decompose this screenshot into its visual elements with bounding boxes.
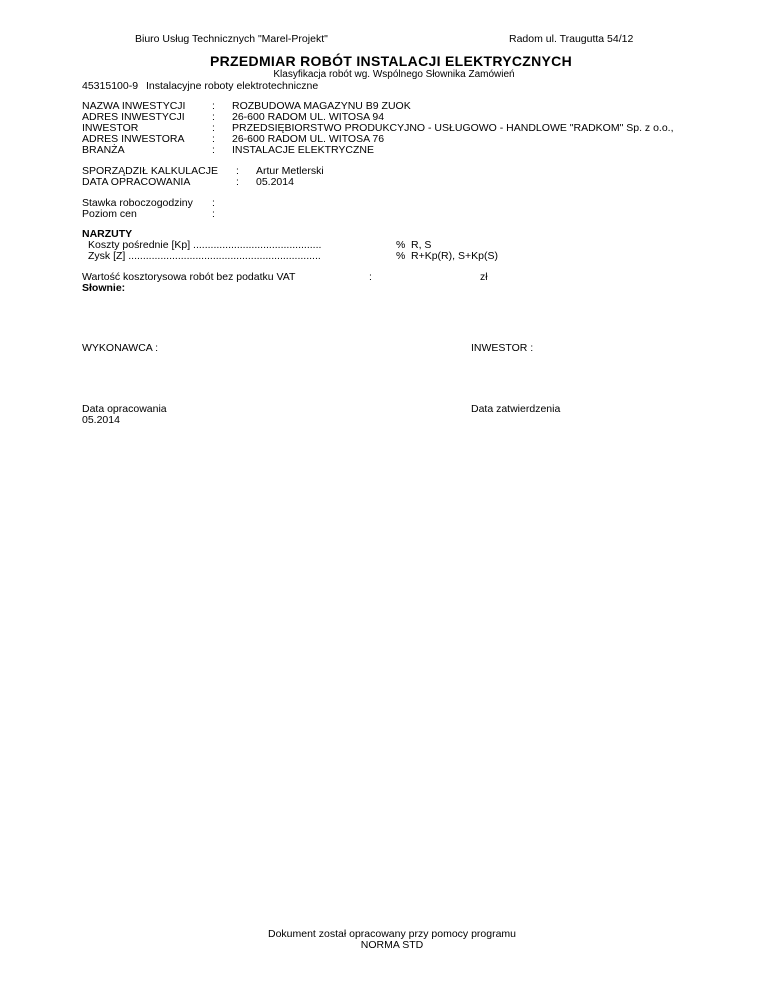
prepared-sep: :: [236, 176, 239, 188]
rate-label: Stawka roboczogodziny: [82, 197, 193, 209]
classification-label: Klasyfikacja robót wg. Wspólnego Słownika Zamówień: [273, 69, 515, 80]
contractor-label: WYKONAWCA :: [82, 342, 159, 354]
narzuty-heading: NARZUTY: [82, 228, 133, 240]
value-words-label: Słownie:: [82, 282, 126, 294]
info-value: 26-600 RADOM UL. WITOSA 94: [232, 111, 385, 123]
info-label: ADRES INWESTORA: [82, 133, 185, 145]
classification-code: 45315100-9: [82, 80, 139, 92]
page-title: PRZEDMIAR ROBÓT INSTALACJI ELEKTRYCZNYCH: [210, 53, 572, 69]
info-label: ADRES INWESTYCJI: [82, 111, 185, 123]
prepared-value: Artur Metlerski: [256, 165, 324, 177]
narzuty-item-unit: %: [396, 250, 406, 262]
info-sep: :: [212, 122, 215, 134]
footer-line1: Dokument został opracowany przy pomocy programu: [267, 928, 517, 940]
footer-line2: NORMA STD: [360, 939, 424, 951]
info-value: INSTALACJE ELEKTRYCZNE: [232, 144, 374, 156]
info-label: NAZWA INWESTYCJI: [82, 100, 186, 112]
info-label: INWESTOR: [82, 122, 139, 134]
info-sep: :: [212, 144, 215, 156]
prepared-label: SPORZĄDZIŁ KALKULACJE: [82, 165, 218, 177]
rate-sep: :: [212, 197, 215, 209]
value-sep: :: [369, 271, 372, 283]
value-currency: zł: [480, 271, 488, 283]
narzuty-item-label: Zysk [Z] ..................................................................: [88, 250, 321, 262]
prepared-value: 05.2014: [256, 176, 294, 188]
header-company: Biuro Usług Technicznych "Marel-Projekt": [135, 33, 328, 45]
narzuty-item-label: Koszty pośrednie [Kp] ............................................: [88, 239, 322, 251]
rate-label: Poziom cen: [82, 208, 137, 220]
value-label: Wartość kosztorysowa robót bez podatku VAT: [82, 271, 296, 283]
narzuty-item-basis: R, S: [411, 239, 432, 251]
info-value: ROZBUDOWA MAGAZYNU B9 ZUOK: [232, 100, 411, 112]
info-value: 26-600 RADOM UL. WITOSA 76: [232, 133, 385, 145]
info-sep: :: [212, 111, 215, 123]
approval-date-label: Data zatwierdzenia: [471, 403, 561, 415]
prep-date-label: Data opracowania: [82, 403, 167, 415]
rate-sep: :: [212, 208, 215, 220]
investor-label: INWESTOR :: [471, 342, 534, 354]
info-label: BRANŻA: [82, 144, 125, 156]
classification-description: Instalacyjne roboty elektrotechniczne: [146, 80, 319, 92]
prepared-label: DATA OPRACOWANIA: [82, 176, 191, 188]
narzuty-item-unit: %: [396, 239, 406, 251]
info-sep: :: [212, 100, 215, 112]
info-value: PRZEDSIĘBIORSTWO PRODUKCYJNO - USŁUGOWO - HANDLOWE "RADKOM" Sp. z o.o.,: [232, 122, 674, 134]
narzuty-item-basis: R+Kp(R), S+Kp(S): [411, 250, 498, 262]
prep-date-value: 05.2014: [82, 414, 120, 426]
prepared-sep: :: [236, 165, 239, 177]
info-sep: :: [212, 133, 215, 145]
header-address: Radom ul. Traugutta 54/12: [509, 33, 634, 45]
